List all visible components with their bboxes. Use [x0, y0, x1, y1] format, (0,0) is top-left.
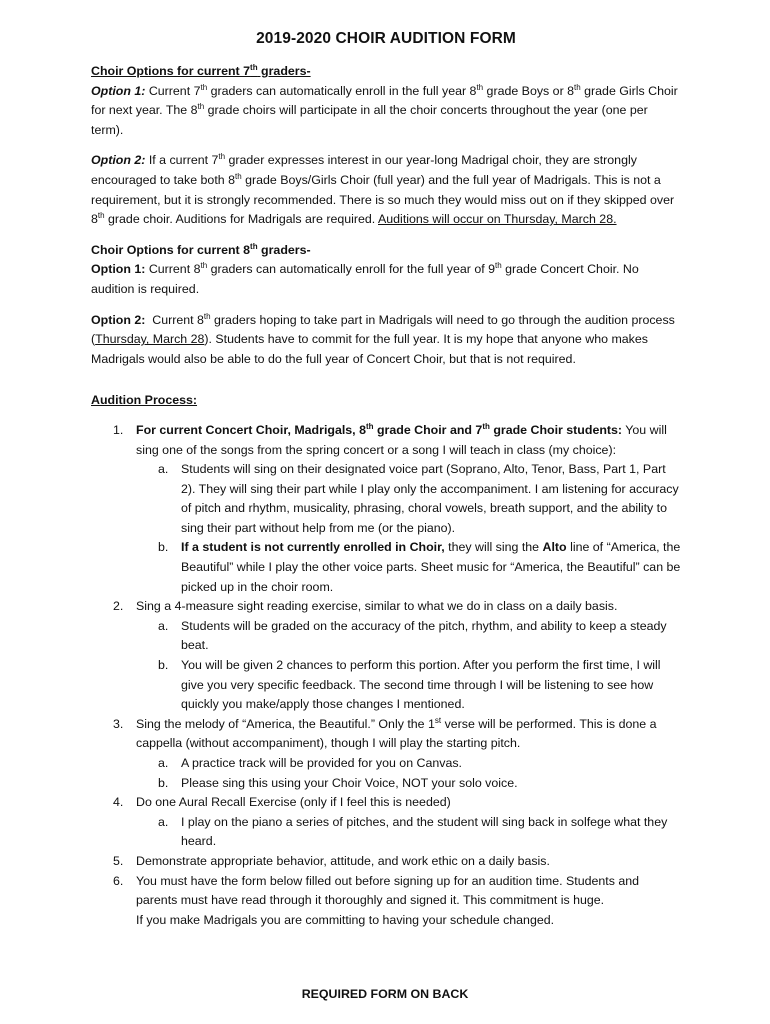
- list-item: 5. Demonstrate appropriate behavior, attitude, and work ethic on a daily basis.: [113, 853, 550, 868]
- list-item: 4. Do one Aural Recall Exercise (only if I feel this is needed) a. I play on the piano a series of pitches, and the student will sing back in solfege what they heard.: [136, 793, 681, 852]
- list-item: a. I play on the piano a series of pitches, and the student will sing back in solfege what they heard.: [158, 814, 668, 849]
- audition-process-heading: Audition Process:: [91, 393, 198, 408]
- sub-list: [136, 460, 681, 597]
- page-title: 2019-2020 CHOIR AUDITION FORM: [256, 30, 516, 47]
- list-item: a. A practice track will be provided for you on Canvas.: [158, 756, 462, 770]
- eighth-option-2: Option 2: Current 8th graders hoping to take part in Madrigals will need to go through the audition process (Thursday, March 28). Students have to commit for the full year. It is my hope that anyone who makes Madrigals would also be able to do the full year of Concert Choir, but that is not required.: [91, 311, 675, 366]
- sub-list: [136, 813, 681, 852]
- audition-steps-list: [91, 421, 681, 930]
- eighth-heading: Choir Options for current 8th graders-: [91, 241, 311, 257]
- list-item: b. Please sing this using your Choir Voice, NOT your solo voice.: [158, 775, 518, 790]
- seventh-option-2: Option 2: If a current 7th grader expresses interest in our year-long Madrigal choir, they are strongly encouraged to take both 8th grade Boys/Girls Choir (full year) and the full year of Madrigals. This is not a requirement, but it is strongly recommended. There is so much they would miss out on if they skipped over 8th grade choir. Auditions for Madrigals are required. Auditions will occur on Thursday, March 28.: [91, 152, 675, 227]
- list-item: b. You will be given 2 chances to perform this portion. After you perform the first time, I will give you very specific feedback. The second time through I will be listening to see how quickly you make/apply those changes I mentioned.: [158, 658, 661, 712]
- sub-list: [136, 617, 681, 715]
- seventh-heading: Choir Options for current 7th graders-: [91, 63, 311, 78]
- footer-note: REQUIRED FORM ON BACK: [301, 987, 469, 1001]
- list-item: b. If a student is not currently enrolled in Choir, they will sing the Alto line of “America, the Beautiful” while I play the other voice parts. Sheet music for “America, the Beautiful” can be picked up in the choir room.: [158, 540, 681, 594]
- list-item: 3. Sing the melody of “America, the Beautiful.” Only the 1st verse will be performed. This is done a cappella (without accompaniment), though I will play the starting pitch. a. A practice track will be provided for you on Canvas. b. Please sing this using your Choir Voice, NOT your solo voice.: [136, 715, 681, 793]
- list-item: 2. Sing a 4-measure sight reading exercise, similar to what we do in class on a daily basis. a. Students will be graded on the accuracy of the pitch, rhythm, and ability to keep a steady beat. b. You will be given 2 chances to perform this portion. After you perform the first time, I will give you very specific feedback. The second time through I will be listening to see how quickly you make/apply those changes I mentioned.: [136, 597, 681, 715]
- sub-list: [136, 754, 681, 793]
- list-item: a. Students will sing on their designated voice part (Soprano, Alto, Tenor, Bass, Part 1, Part 2). They will sing their part while I play only the accompaniment. I am listening for accuracy of pitch and rhythm, musicality, phrasing, choral vowels, breath support, and the ability to sing their part without help from me (or the piano).: [158, 462, 679, 535]
- list-item: 1. For current Concert Choir, Madrigals, 8th grade Choir and 7th grade Choir students: You will sing one of the songs from the spring concert or a song I will teach in class (my choice): a. Students will sing on their designated voice part (Soprano, Alto, Tenor, Bass, Part 1, Part 2). They will sing their part while I play only the accompaniment. I am listening for accuracy of pitch and rhythm, musicality, phrasing, choral vowels, breath support, and the ability to sing their part without help from me (or the piano). b. If a student is not currently enrolled in Choir, they will sing the Alto line of “America, the Beautiful” while I play the other voice parts. Sheet music for “America, the Beautiful” can be picked up in the choir room.: [136, 421, 681, 597]
- list-item: a. Students will be graded on the accuracy of the pitch, rhythm, and ability to keep a steady beat.: [158, 618, 667, 653]
- seventh-option-1: Option 1: Current 7th graders can automatically enroll in the full year 8th grade Boys or 8th grade Girls Choir for next year. The 8th grade choirs will participate in all the choir concerts throughout the year (one per term).: [91, 82, 678, 137]
- list-item: 6. You must have the form below filled out before signing up for an audition time. Students and parents must have read through it thoroughly and signed it. This commitment is huge. If you make Madrigals you are committing to having your schedule changed.: [113, 873, 640, 927]
- eighth-option-1: Option 1: Current 8th graders can automatically enroll for the full year of 9th grade Concert Choir. No audition is required.: [91, 261, 639, 296]
- document-page: [91, 30, 681, 930]
